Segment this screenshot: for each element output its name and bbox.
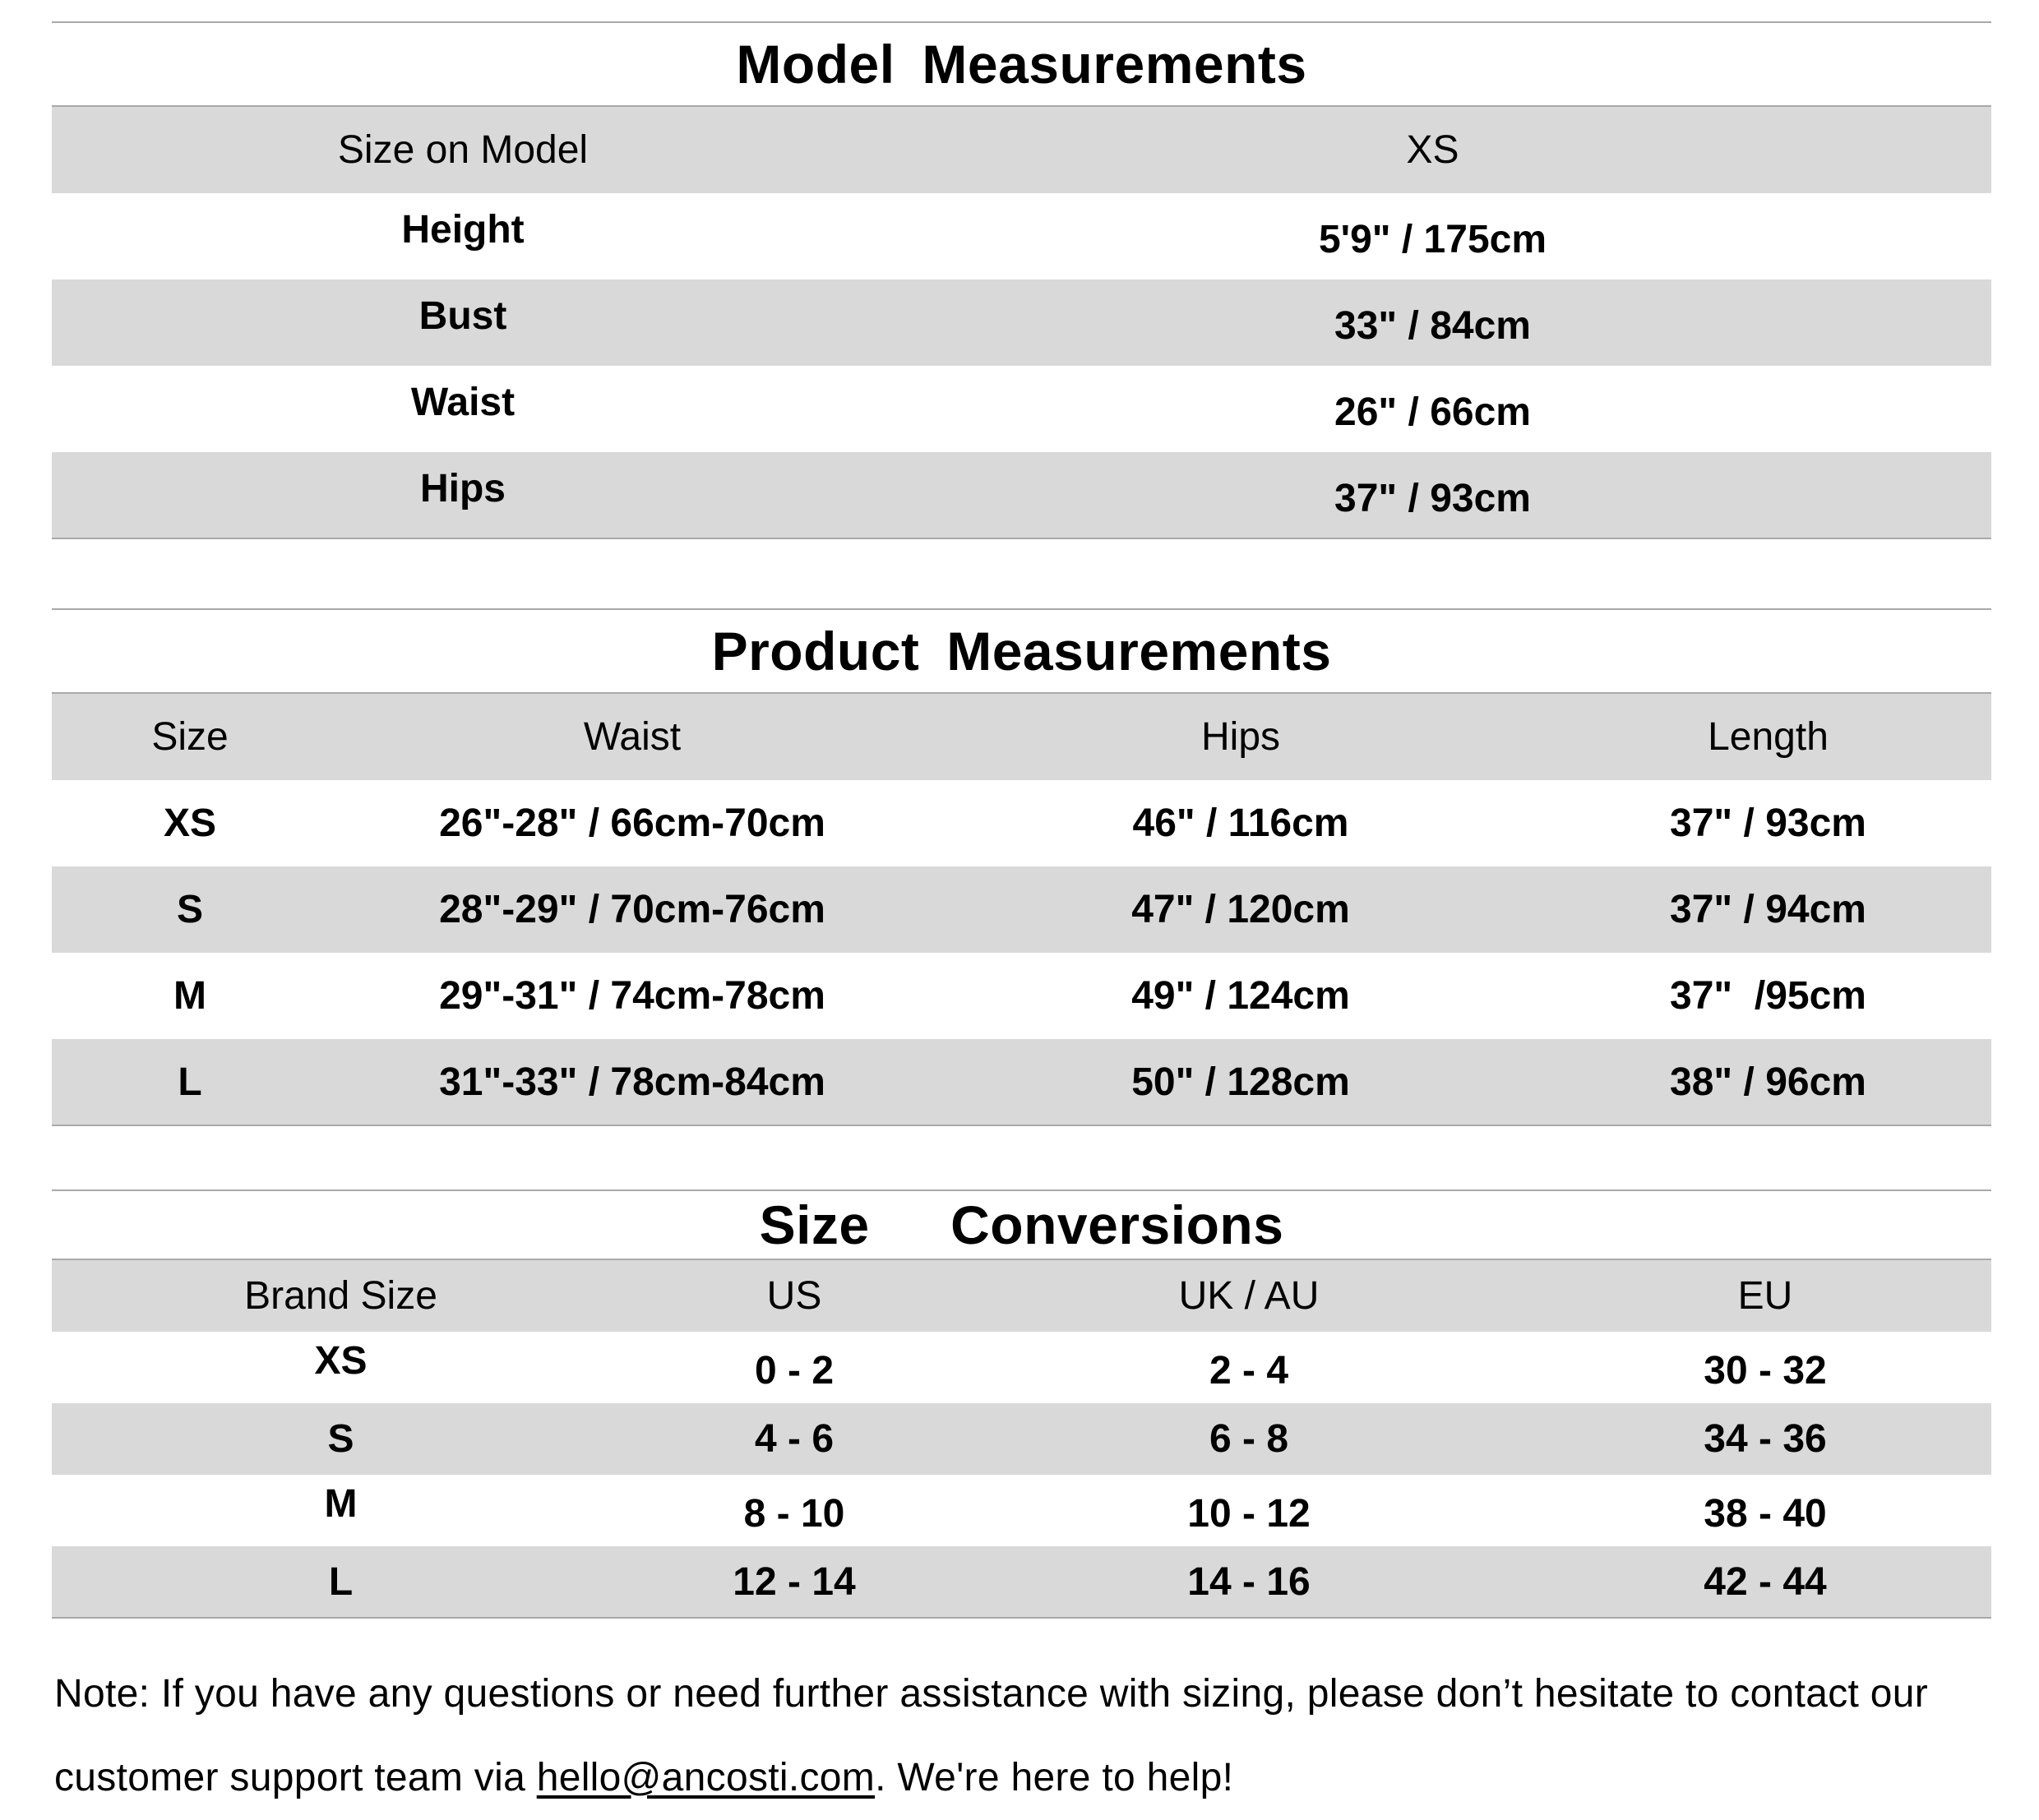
table-row bbox=[52, 1475, 1991, 1546]
table-cell: 28"-29" / 70cm-76cm bbox=[328, 866, 936, 953]
column-header: US bbox=[630, 1260, 959, 1332]
column-header: EU bbox=[1539, 1260, 1991, 1332]
table-cell: 8 - 10 bbox=[743, 1492, 845, 1536]
table-cell: XS bbox=[163, 801, 217, 845]
table-cell: L bbox=[52, 1039, 328, 1125]
table-row bbox=[52, 866, 1991, 953]
table-cell: 42 - 44 bbox=[1539, 1546, 1991, 1618]
model-value-waist: 26" / 66cm bbox=[1334, 390, 1531, 434]
model-label-bust: Bust bbox=[52, 279, 874, 366]
table-cell: 30 - 32 bbox=[1704, 1349, 1827, 1393]
model-label-waist: Waist bbox=[410, 381, 516, 424]
table-cell: 14 - 16 bbox=[959, 1546, 1539, 1618]
table-cell: XS bbox=[314, 1339, 368, 1383]
product-measurements-title bbox=[52, 608, 1991, 694]
model-measurements-section bbox=[52, 21, 1991, 539]
table-cell: M bbox=[173, 974, 206, 1018]
note-text-suffix: . We're here to help! bbox=[875, 1756, 1234, 1799]
table-cell: M bbox=[324, 1482, 358, 1526]
model-measurements-title-text: Model Measurements bbox=[736, 34, 1307, 95]
table-cell: 6 - 8 bbox=[959, 1403, 1539, 1475]
table-row bbox=[52, 1546, 1991, 1618]
table-cell: L bbox=[52, 1546, 630, 1618]
model-measurements-title bbox=[52, 21, 1991, 107]
table-cell: 26"-28" / 66cm-70cm bbox=[439, 801, 825, 845]
table-header-row bbox=[52, 694, 1991, 780]
table-cell: 2 - 4 bbox=[1209, 1349, 1289, 1393]
column-header: Size bbox=[52, 694, 328, 780]
table-row bbox=[52, 452, 1991, 538]
model-value-height: 5'9" / 175cm bbox=[1318, 218, 1547, 261]
model-label-height: Height bbox=[401, 208, 525, 252]
table-row bbox=[52, 193, 1991, 279]
model-label-size: Size on Model bbox=[52, 107, 874, 193]
product-measurements-title-text: Product Measurements bbox=[711, 621, 1332, 681]
table-cell: 47" / 120cm bbox=[936, 866, 1545, 953]
table-cell: 31"-33" / 78cm-84cm bbox=[328, 1039, 936, 1125]
column-header: Waist bbox=[328, 694, 936, 780]
table-cell: 38" / 96cm bbox=[1545, 1039, 1991, 1125]
size-conversions-table bbox=[52, 1260, 1991, 1619]
table-row bbox=[52, 780, 1991, 866]
table-cell: 50" / 128cm bbox=[936, 1039, 1545, 1125]
size-conversions-title-text: Size Conversions bbox=[759, 1194, 1284, 1255]
table-row bbox=[52, 366, 1991, 452]
table-cell: 0 - 2 bbox=[754, 1349, 835, 1393]
support-email-link[interactable]: hello@ancosti.com bbox=[536, 1756, 876, 1799]
table-cell: 29"-31" / 74cm-78cm bbox=[439, 974, 825, 1018]
product-measurements-section bbox=[52, 608, 1991, 1126]
note-text-prefix: Note: If you have any questions or need further assistance with sizing, please don’t hesitate to contact our customer support team via bbox=[54, 1672, 1929, 1799]
column-header: UK / AU bbox=[959, 1260, 1539, 1332]
table-cell: 46" / 116cm bbox=[1132, 801, 1349, 845]
table-row bbox=[52, 1332, 1991, 1403]
table-row bbox=[52, 279, 1991, 366]
column-header: Length bbox=[1545, 694, 1991, 780]
table-cell: 37" /95cm bbox=[1670, 974, 1866, 1018]
table-row bbox=[52, 107, 1991, 193]
table-cell: 34 - 36 bbox=[1539, 1403, 1991, 1475]
model-measurements-table bbox=[52, 107, 1991, 539]
product-measurements-table bbox=[52, 694, 1991, 1126]
table-cell: S bbox=[52, 866, 328, 953]
table-cell: 38 - 40 bbox=[1704, 1492, 1827, 1536]
table-row bbox=[52, 1403, 1991, 1475]
table-cell: 37" / 93cm bbox=[1670, 801, 1866, 845]
model-value-bust: 33" / 84cm bbox=[874, 279, 1991, 366]
table-cell: S bbox=[52, 1403, 630, 1475]
table-cell: 10 - 12 bbox=[1187, 1492, 1311, 1536]
table-row bbox=[52, 1039, 1991, 1125]
table-cell: 49" / 124cm bbox=[1131, 974, 1350, 1018]
column-header: Hips bbox=[936, 694, 1545, 780]
table-cell: 37" / 94cm bbox=[1545, 866, 1991, 953]
model-label-hips: Hips bbox=[52, 452, 874, 538]
model-value-hips: 37" / 93cm bbox=[874, 452, 1991, 538]
table-cell: 12 - 14 bbox=[630, 1546, 959, 1618]
size-conversions-section bbox=[52, 1189, 1991, 1619]
table-row bbox=[52, 953, 1991, 1039]
table-cell: 4 - 6 bbox=[630, 1403, 959, 1475]
column-header: Brand Size bbox=[52, 1260, 630, 1332]
table-header-row bbox=[52, 1260, 1991, 1332]
size-conversions-title bbox=[52, 1189, 1991, 1260]
model-value-size: XS bbox=[874, 107, 1991, 193]
sizing-help-note bbox=[54, 1652, 2011, 1820]
